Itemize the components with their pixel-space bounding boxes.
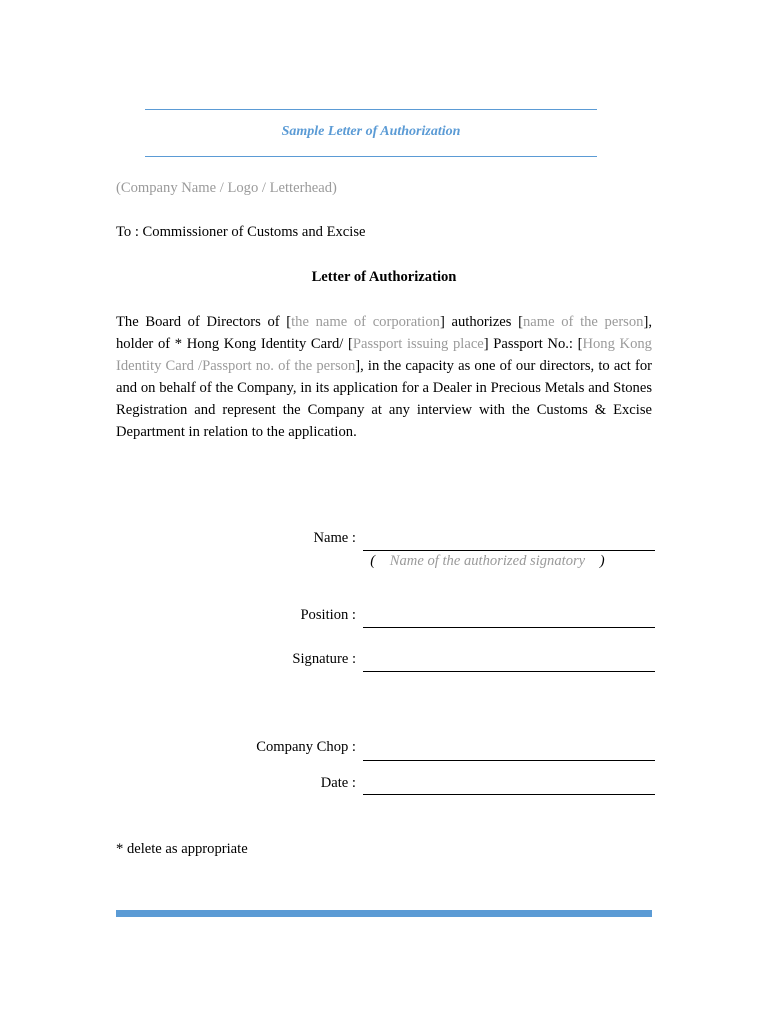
body-text: ] authorizes [ xyxy=(439,314,523,330)
body-text: ] Passport No.: [ xyxy=(483,336,583,352)
title-top-rule xyxy=(145,109,597,110)
hint-open-paren: ( xyxy=(370,553,376,569)
passport-place-placeholder: Passport issuing place xyxy=(352,336,484,352)
position-field-line[interactable] xyxy=(363,627,655,628)
letterhead-placeholder: (Company Name / Logo / Letterhead) xyxy=(116,180,337,196)
bottom-accent-bar xyxy=(116,910,652,917)
id-number-placeholder: Hong Kong Identity Card /Passport no. of the person xyxy=(116,336,652,374)
date-field-line[interactable] xyxy=(363,794,655,795)
body-text: The Board of Directors of [ xyxy=(116,314,292,330)
name-label: Name : xyxy=(313,530,356,546)
date-label: Date : xyxy=(320,775,356,791)
name-hint xyxy=(363,553,655,570)
corporation-name-placeholder: the name of corporation xyxy=(291,314,440,330)
signature-field-line[interactable] xyxy=(363,671,655,672)
authorization-paragraph xyxy=(116,311,652,443)
recipient-line: To : Commissioner of Customs and Excise xyxy=(116,224,366,240)
name-field-line[interactable] xyxy=(363,550,655,551)
title-bottom-rule xyxy=(145,156,597,157)
person-name-placeholder: name of the person xyxy=(522,314,644,330)
document-title: Sample Letter of Authorization xyxy=(281,124,461,139)
footnote: * delete as appropriate xyxy=(116,841,248,857)
signature-label: Signature : xyxy=(292,651,356,667)
letter-heading: Letter of Authorization xyxy=(311,269,457,285)
company-chop-field-line[interactable] xyxy=(363,760,655,761)
position-label: Position : xyxy=(300,607,356,623)
company-chop-label: Company Chop : xyxy=(256,739,356,755)
body-text: ], in the capacity as one of our directors, to act for and on behalf of the Company, in its application for a Dealer in Precious Metals and Stones Registration and represent the Company at any interview with the Customs & Excise Department in relation to the application. xyxy=(116,358,652,440)
body-text: ], holder of * Hong Kong Identity Card/ [ xyxy=(116,314,652,352)
hint-text: Name of the authorized signatory xyxy=(389,553,586,569)
hint-close-paren: ) xyxy=(599,553,605,569)
